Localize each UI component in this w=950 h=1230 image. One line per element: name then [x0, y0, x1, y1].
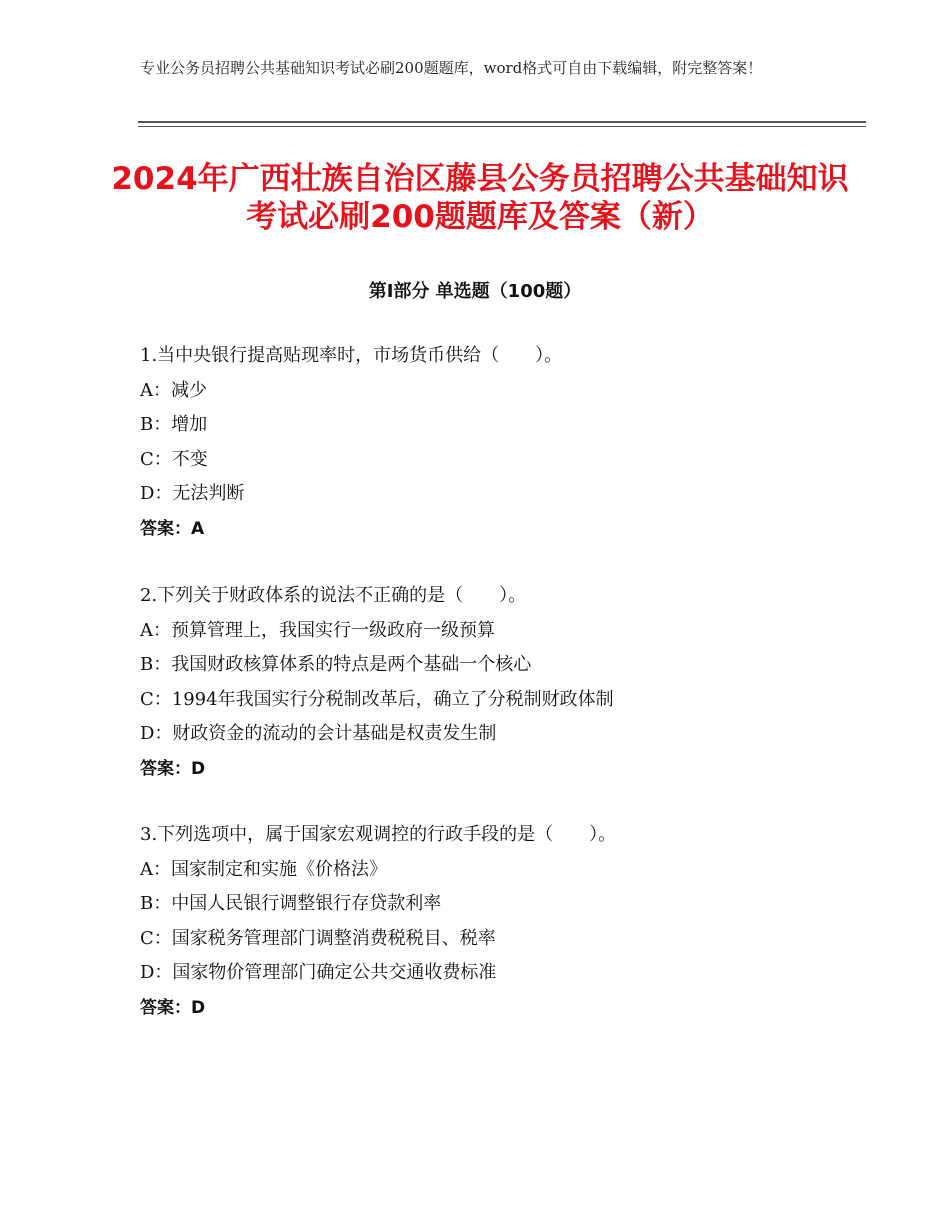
header-divider-thick — [138, 121, 866, 123]
question-1 — [140, 339, 880, 546]
option-b: B：增加 — [140, 414, 208, 435]
header-note: 专业公务员招聘公共基础知识考试必刷200题题库，word格式可自由下载编辑，附完整答案！ — [140, 59, 763, 77]
option-c: C：1994年我国实行分税制改革后，确立了分税制财政体制 — [140, 688, 614, 710]
question-3 — [140, 818, 880, 1025]
option-b: B：中国人民银行调整银行存贷款利率 — [140, 893, 442, 914]
question-stem: 2.下列关于财政体系的说法不正确的是（ ）。 — [140, 585, 527, 606]
header-divider-thin — [138, 126, 866, 127]
option-a: A：预算管理上，我国实行一级政府一级预算 — [140, 619, 495, 641]
question-2 — [140, 579, 880, 786]
option-d: D：无法判断 — [140, 483, 245, 504]
answer: 答案：D — [140, 997, 206, 1018]
option-d: D：财政资金的流动的会计基础是权责发生制 — [140, 723, 497, 744]
answer: 答案：D — [140, 758, 206, 779]
option-c: C：国家税务管理部门调整消费税税目、税率 — [140, 927, 496, 949]
question-stem: 3.下列选项中，属于国家宏观调控的行政手段的是（ ）。 — [140, 824, 617, 845]
section-title: 第Ⅰ部分 单选题（100题） — [368, 281, 582, 302]
option-a: A：减少 — [140, 379, 207, 401]
option-a: A：国家制定和实施《价格法》 — [140, 858, 387, 880]
answer: 答案：A — [140, 518, 205, 539]
option-c: C：不变 — [140, 448, 208, 470]
option-b: B：我国财政核算体系的特点是两个基础一个核心 — [140, 654, 532, 675]
document-title: 2024年广西壮族自治区藤县公务员招聘公共基础知识考试必刷200题题库及答案（新） — [111, 161, 849, 235]
option-d: D：国家物价管理部门确定公共交通收费标准 — [140, 962, 497, 983]
question-stem: 1.当中央银行提高贴现率时，市场货币供给（ ）。 — [140, 345, 563, 366]
